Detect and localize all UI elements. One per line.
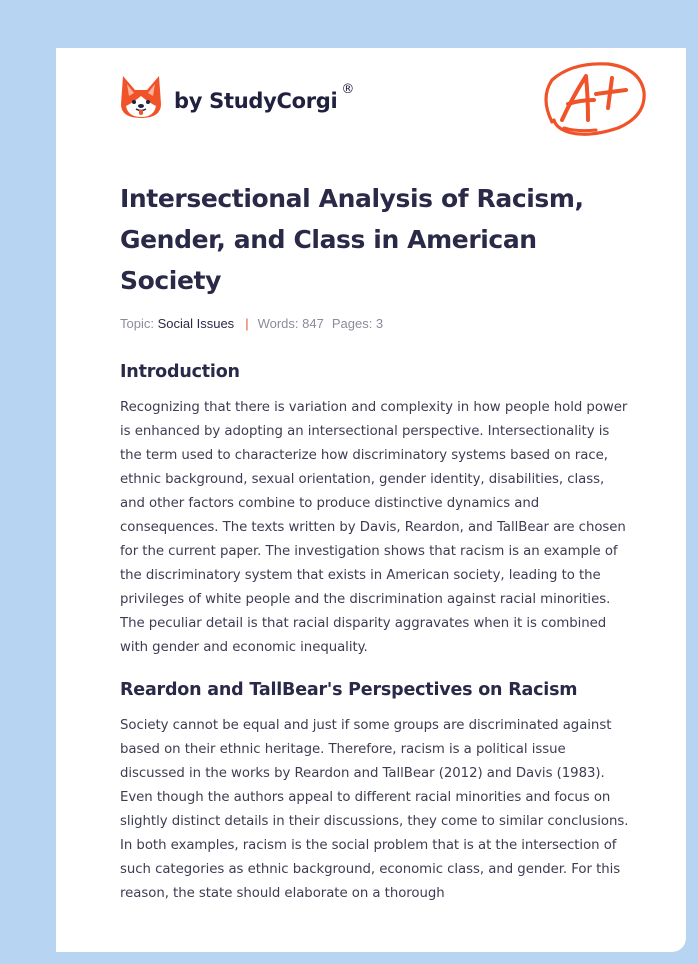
document-card (56, 48, 686, 952)
page-count: Pages: 3 (331, 316, 384, 331)
studycorgi-logo[interactable] (120, 74, 354, 120)
meta-separator: | (245, 316, 249, 331)
registered-mark: ® (341, 81, 355, 97)
document-meta (120, 314, 632, 334)
header (56, 48, 686, 158)
corgi-icon (120, 74, 162, 120)
section-body-perspectives: Society cannot be equal and just if some groups are discriminated against based on their ethnic heritage. Therefore, racism is a political issue discussed in the works by Reardon and TallBear (2012) and Davis (1983). Even though the authors appeal to different racial minorities and focus on slightly distinct details in their discussions, they come to similar conclusions. In both examples, racism is the social problem that is at the intersection of such categories as ethnic background, economic class, and gender. For this reason, the state should elaborate on a thorough (120, 718, 629, 901)
topic-label: Topic: (120, 316, 154, 331)
section-body-introduction: Recognizing that there is variation and complexity in how people hold power is enhanced by adopting an intersectional perspective. Intersectionality is the term used to characterize how discriminatory systems based on race, ethnic background, sexual orientation, gender identity, disabilities, class, and other factors combine to produce distinctive dynamics and consequences. The texts written by Davis, Reardon, and TallBear are chosen for the current paper. The investigation shows that racism is an example of the discriminatory system that exists in American society, leading to the privileges of white people and the discrimination against racial minorities. The peculiar detail is that racial disparity aggravates when it is combined with gender and economic inequality. (120, 400, 628, 655)
section-heading-introduction: Introduction (120, 362, 240, 382)
a-plus-grade-icon (538, 58, 648, 140)
brand-name: by StudyCorgi (174, 89, 338, 113)
word-count: Words: 847 (257, 316, 324, 331)
document-content (120, 178, 632, 906)
topic-link[interactable]: Social Issues (157, 316, 235, 331)
document-title: Intersectional Analysis of Racism, Gender, and Class in American Society (120, 184, 584, 295)
section-heading-perspectives: Reardon and TallBear's Perspectives on Racism (120, 680, 578, 700)
